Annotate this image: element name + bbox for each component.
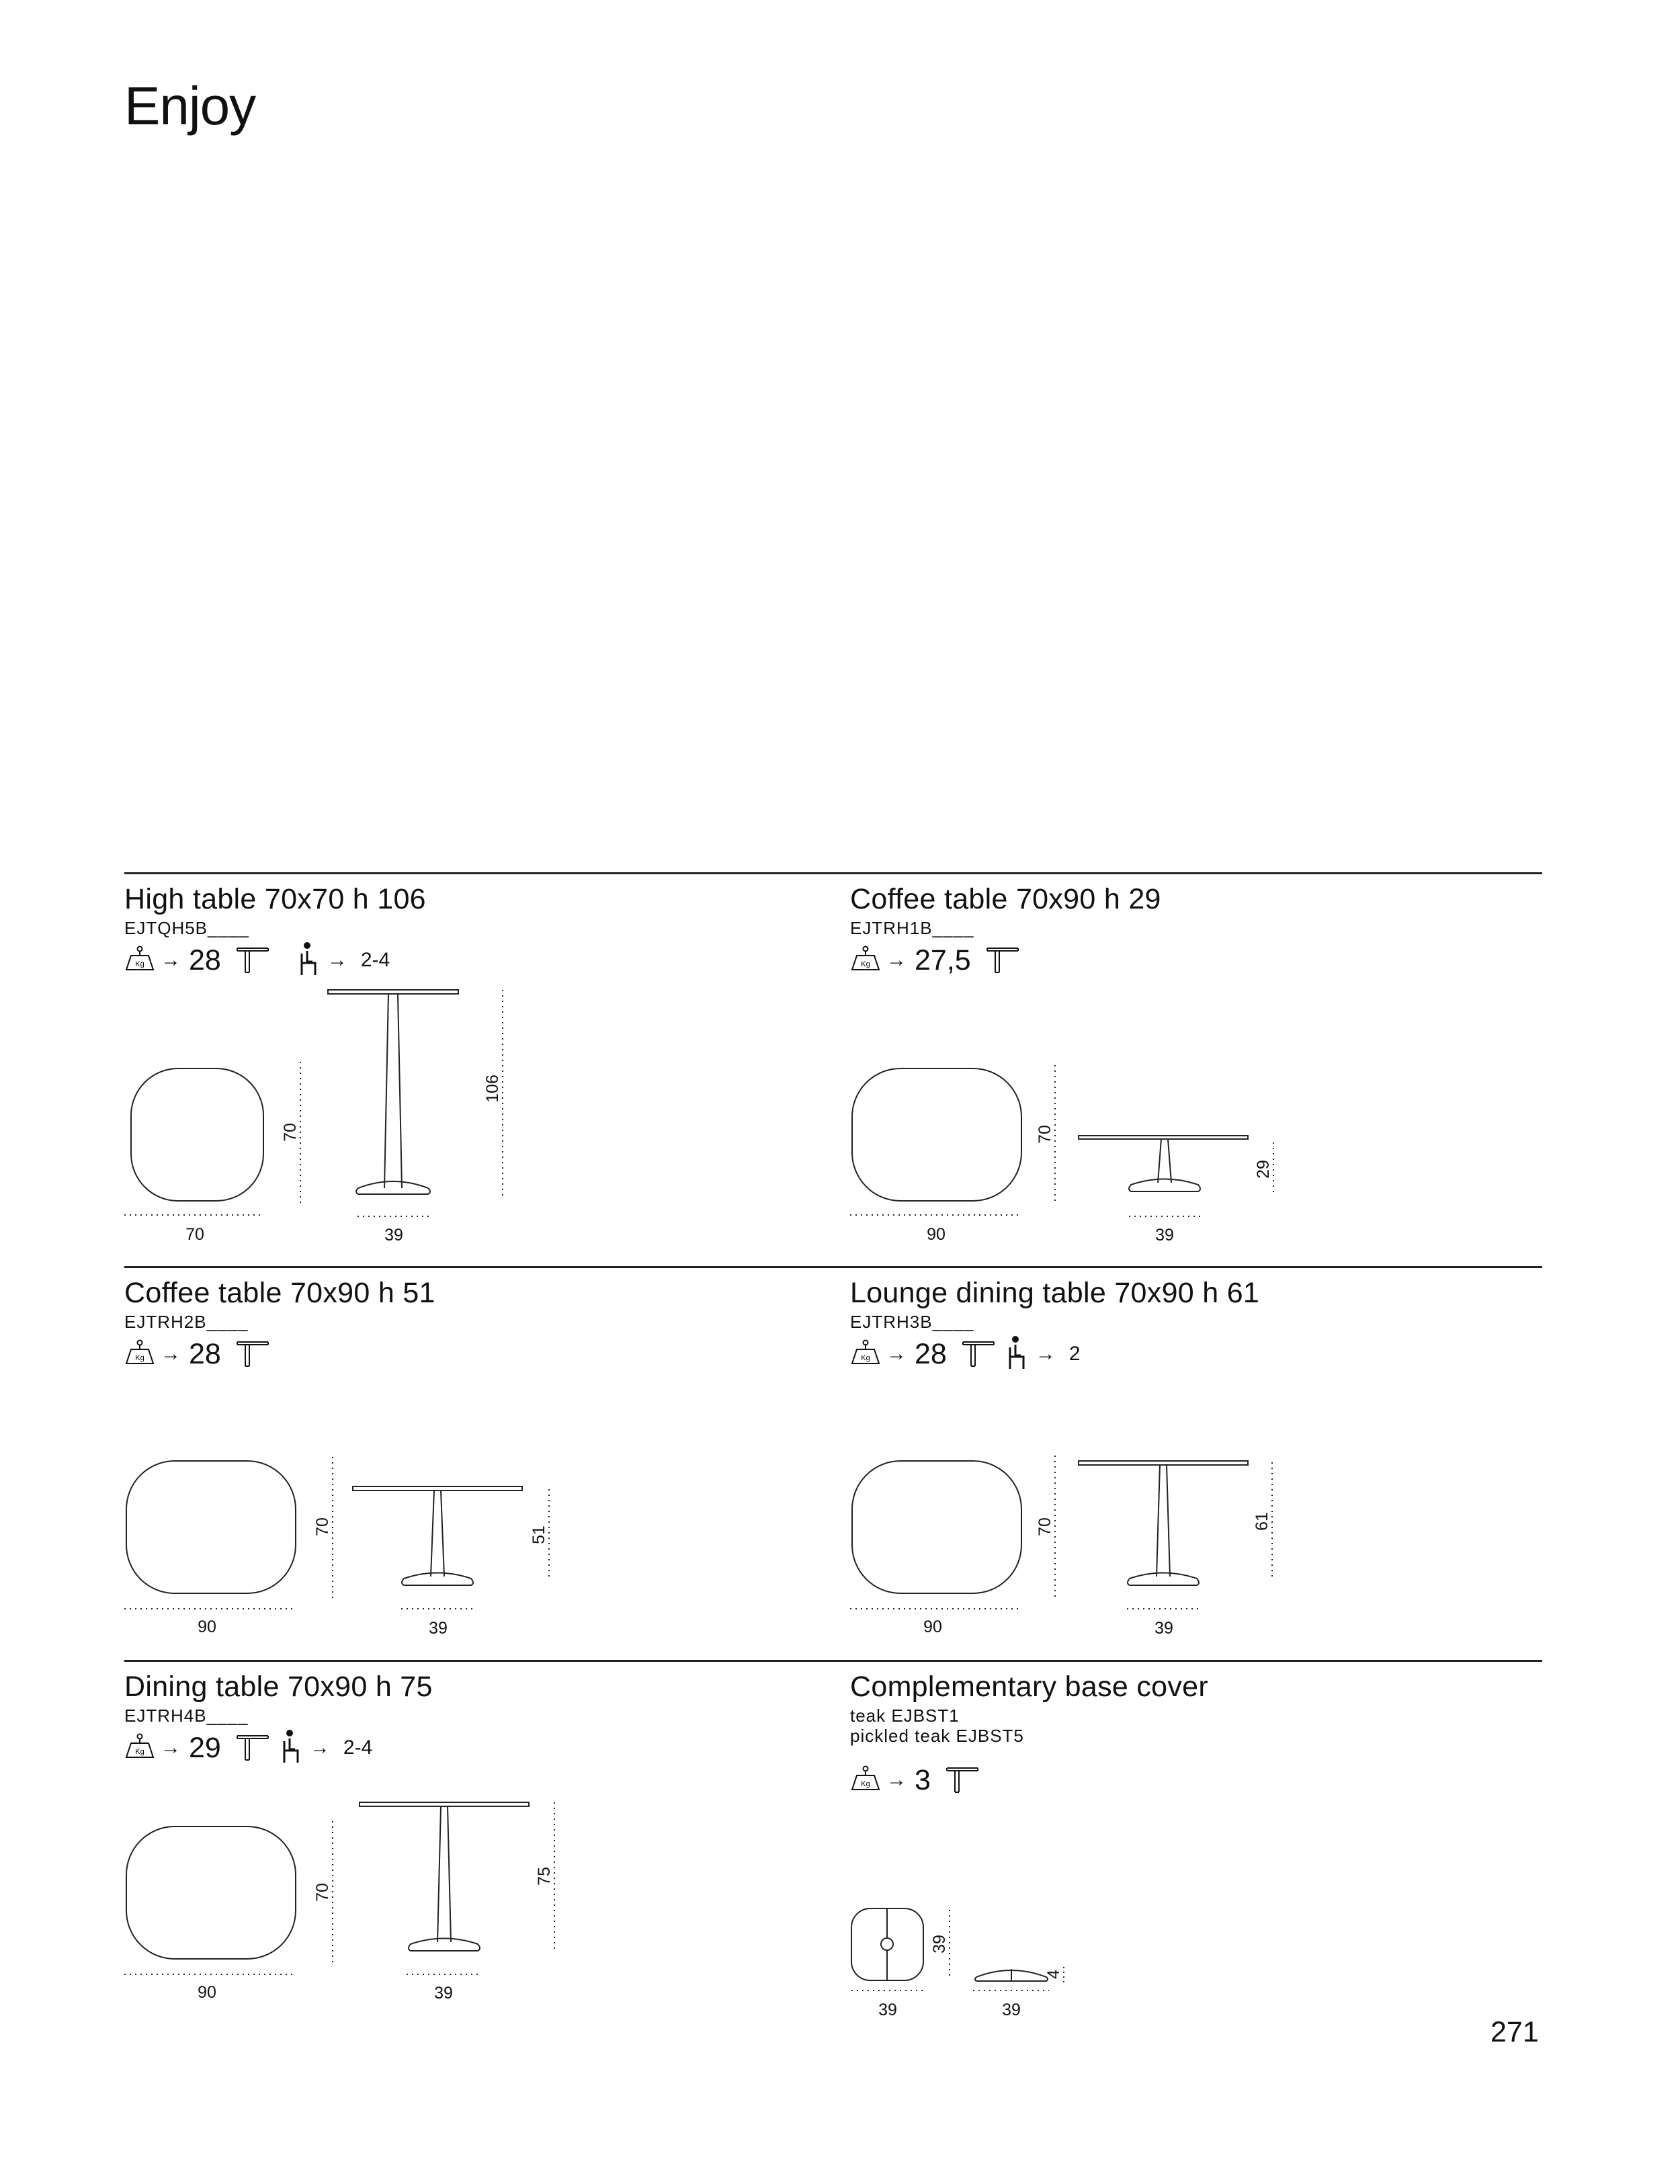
tabletop-plan-view: [131, 1068, 263, 1201]
weight-kg-icon: [850, 1765, 881, 1796]
tabletop-plan-view: [852, 1461, 1021, 1593]
seated-person-icon: [282, 1729, 304, 1767]
arrow-icon: →: [161, 1343, 181, 1365]
table-icon: [986, 944, 1019, 977]
weight-value: 3: [915, 1763, 931, 1796]
weight-kg-icon: [124, 1733, 155, 1763]
arrow-icon: →: [1035, 1343, 1056, 1365]
arrow-icon: →: [886, 1343, 907, 1365]
tabletop-plan-view: [126, 1461, 296, 1593]
arrow-icon: →: [886, 1769, 907, 1791]
product-lounge-dining-table: [850, 1267, 1542, 1657]
table-side-view: [360, 1802, 529, 1951]
product-specs: [124, 943, 390, 977]
product-name: Lounge dining table 70x90 h 61: [850, 1277, 1260, 1309]
seats-value: 2-4: [343, 1736, 373, 1759]
width-label: 90: [198, 1983, 216, 2002]
arrow-icon: →: [886, 949, 907, 971]
table-side-view: [1079, 1461, 1248, 1585]
table-side-view: [1079, 1136, 1248, 1191]
product-coffee-table-51: [124, 1267, 816, 1657]
seats-value: 2: [1068, 1343, 1081, 1365]
svg-text:Kg: Kg: [135, 1747, 144, 1756]
base-cover-side-view: [975, 1969, 1048, 1981]
svg-text:Kg: Kg: [135, 1353, 144, 1362]
base-label: 39: [1002, 2001, 1021, 2019]
height-label: 106: [483, 1075, 502, 1103]
height-label: 75: [535, 1867, 554, 1886]
product-name: Coffee table 70x90 h 29: [850, 883, 1161, 915]
base-label: 39: [429, 1619, 448, 1638]
width-label: 70: [185, 1225, 204, 1244]
table-side-view: [328, 990, 458, 1194]
page-number: 271: [1490, 2016, 1539, 2048]
product-specs: [850, 943, 1019, 977]
base-label: 39: [1155, 1226, 1174, 1245]
width-label: 39: [878, 2001, 897, 2019]
product-base-cover: [850, 1661, 1542, 2051]
product-name: Dining table 70x90 h 75: [124, 1671, 433, 1703]
table-icon: [236, 1732, 269, 1765]
base-cover-plan-view: [851, 1908, 923, 1980]
table-icon: [236, 944, 269, 977]
seated-person-icon: [1007, 1335, 1030, 1374]
weight-kg-icon: [124, 1339, 155, 1370]
weight-value: 28: [189, 1337, 221, 1370]
product-name: Complementary base cover: [850, 1671, 1208, 1703]
base-label: 39: [1154, 1619, 1173, 1638]
width-label: 90: [927, 1225, 946, 1244]
height-label: 4: [1044, 1970, 1063, 1979]
table-side-view: [353, 1486, 522, 1585]
svg-text:Kg: Kg: [135, 960, 144, 968]
base-label: 39: [434, 1984, 453, 2003]
tabletop-plan-view: [126, 1826, 296, 1959]
product-name: Coffee table 70x90 h 51: [124, 1277, 435, 1309]
table-icon: [962, 1338, 995, 1371]
svg-text:Kg: Kg: [861, 960, 870, 968]
product-name: High table 70x70 h 106: [124, 883, 426, 915]
product-specs: [124, 1337, 269, 1371]
product-specs: [124, 1731, 372, 1765]
arrow-icon: →: [161, 1736, 181, 1759]
arrow-icon: →: [327, 949, 347, 971]
depth-label: 70: [313, 1517, 332, 1536]
table-icon: [236, 1338, 269, 1371]
table-icon: [946, 1764, 979, 1797]
product-code: EJTQH5B____: [124, 918, 249, 938]
weight-kg-icon: [124, 946, 155, 976]
depth-label: 70: [1036, 1517, 1054, 1536]
product-specs: [850, 1763, 979, 1797]
base-cover-hole: [881, 1938, 893, 1950]
product-code: teak EJBST1: [850, 1706, 960, 1726]
height-label: 61: [1253, 1512, 1271, 1531]
base-label: 39: [384, 1226, 403, 1245]
product-dining-table: [124, 1661, 816, 2051]
product-code: EJTRH2B____: [124, 1312, 249, 1332]
weight-value: 27,5: [915, 943, 971, 976]
depth-label: 39: [930, 1935, 949, 1954]
height-label: 29: [1254, 1160, 1273, 1179]
depth-label: 70: [281, 1123, 300, 1142]
height-label: 51: [530, 1525, 548, 1544]
product-code: EJTRH3B____: [850, 1312, 974, 1332]
page-title: Enjoy: [124, 76, 256, 136]
svg-text:Kg: Kg: [861, 1353, 870, 1362]
product-code-alt: pickled teak EJBST5: [850, 1726, 1024, 1746]
product-coffee-table-29: [850, 874, 1542, 1263]
product-code: EJTRH4B____: [124, 1706, 249, 1726]
weight-value: 28: [189, 943, 221, 976]
weight-kg-icon: [850, 1339, 881, 1370]
weight-kg-icon: [850, 946, 881, 976]
width-label: 90: [923, 1618, 942, 1636]
depth-label: 70: [313, 1883, 332, 1902]
arrow-icon: →: [309, 1736, 330, 1759]
weight-value: 28: [915, 1337, 947, 1370]
product-code: EJTRH1B____: [850, 918, 974, 938]
product-high-table: [124, 874, 816, 1263]
width-label: 90: [198, 1618, 216, 1636]
seated-person-icon: [299, 941, 322, 980]
weight-value: 29: [189, 1731, 221, 1764]
svg-text:Kg: Kg: [861, 1779, 870, 1788]
tabletop-plan-view: [852, 1068, 1021, 1201]
arrow-icon: →: [161, 949, 181, 971]
depth-label: 70: [1036, 1125, 1054, 1144]
product-specs: [850, 1337, 1081, 1371]
seats-value: 2-4: [360, 949, 390, 971]
